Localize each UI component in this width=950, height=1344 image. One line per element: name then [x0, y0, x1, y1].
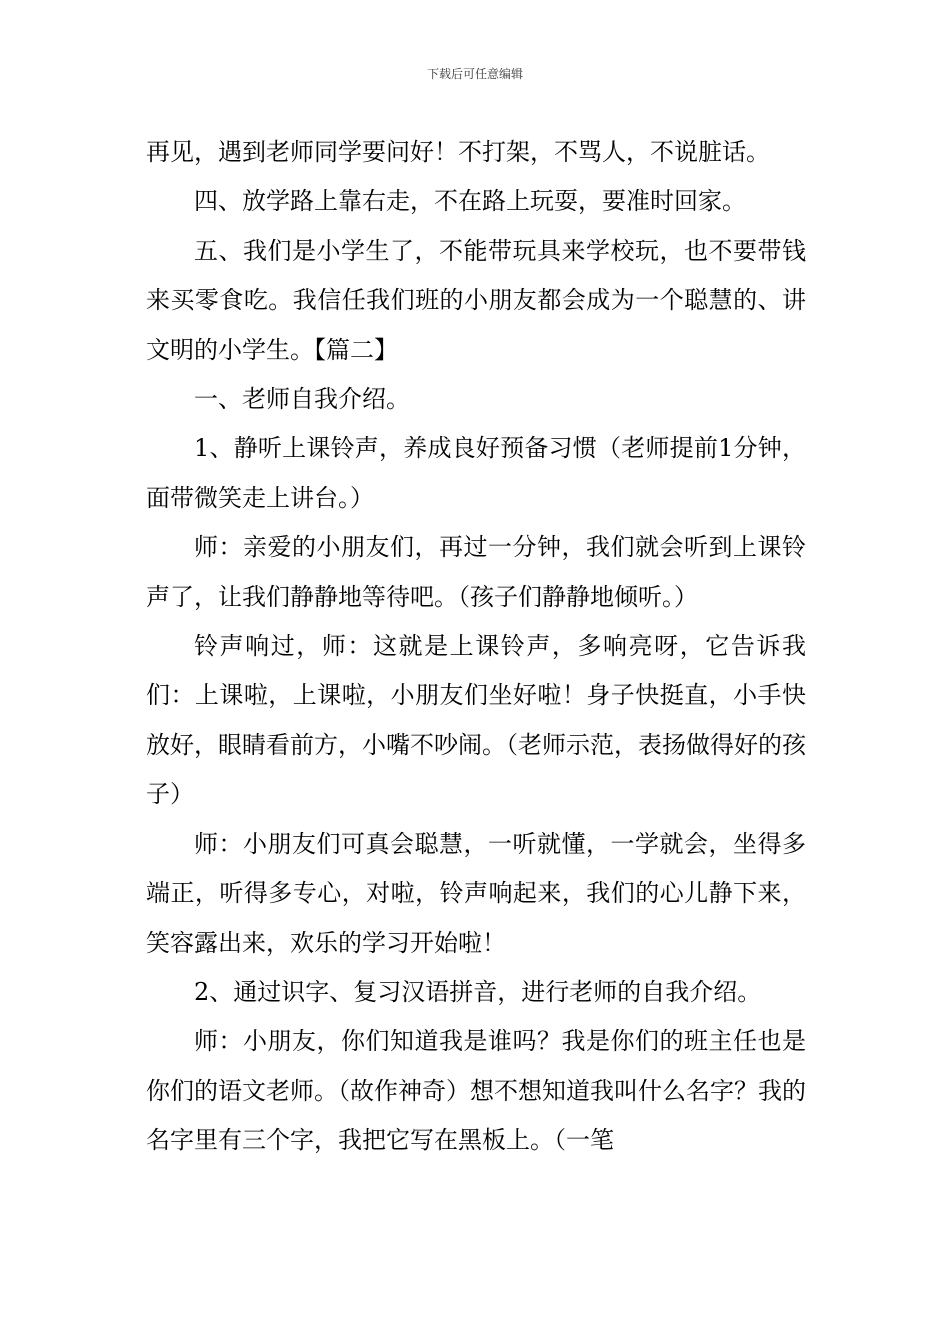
page-header: 下载后可任意编辑	[426, 67, 523, 81]
paragraph: 师：小朋友，你们知道我是谁吗？我是你们的班主任也是你们的语文老师。（故作神奇）想不想知道我叫什么名字？我的名字里有三个字，我把它写在黑板上。（一笔	[146, 1027, 806, 1155]
paragraph: 铃声响过，师：这就是上课铃声，多响亮呀，它告诉我们：上课啦，上课啦，小朋友们坐好啦！身子快挺直，小手快放好，眼睛看前方，小嘴不吵闹。（老师示范，表扬做得好的孩子）	[146, 632, 806, 809]
paragraph: 一、老师自我介绍。	[194, 385, 410, 414]
paragraph: 再见，遇到老师同学要问好！不打架，不骂人，不说脏话。	[146, 138, 770, 166]
paragraph: 1、静听上课铃声，养成良好预备习惯（老师提前1分钟，面带微笑走上讲台。）	[146, 434, 806, 512]
paragraph: 师：亲爱的小朋友们，再过一分钟，我们就会听到上课铃声了，让我们静静地等待吧。（孩子们静静地倾听。）	[146, 533, 806, 611]
paragraph: 四、放学路上靠右走，不在路上玩耍，要准时回家。	[194, 187, 746, 216]
paragraph: 五、我们是小学生了，不能带玩具来学校玩，也不要带钱来买零食吃。我信任我们班的小朋友都会成为一个聪慧的、讲文明的小学生。【篇二】	[146, 236, 806, 364]
paragraph: 师：小朋友们可真会聪慧，一听就懂，一学就会，坐得多端正，听得多专心，对啦，铃声响起来，我们的心儿静下来，笑容露出来，欢乐的学习开始啦！	[146, 829, 806, 957]
paragraph: 2、通过识字、复习汉语拼音，进行老师的自我介绍。	[194, 977, 762, 1006]
document-body	[146, 128, 806, 1166]
